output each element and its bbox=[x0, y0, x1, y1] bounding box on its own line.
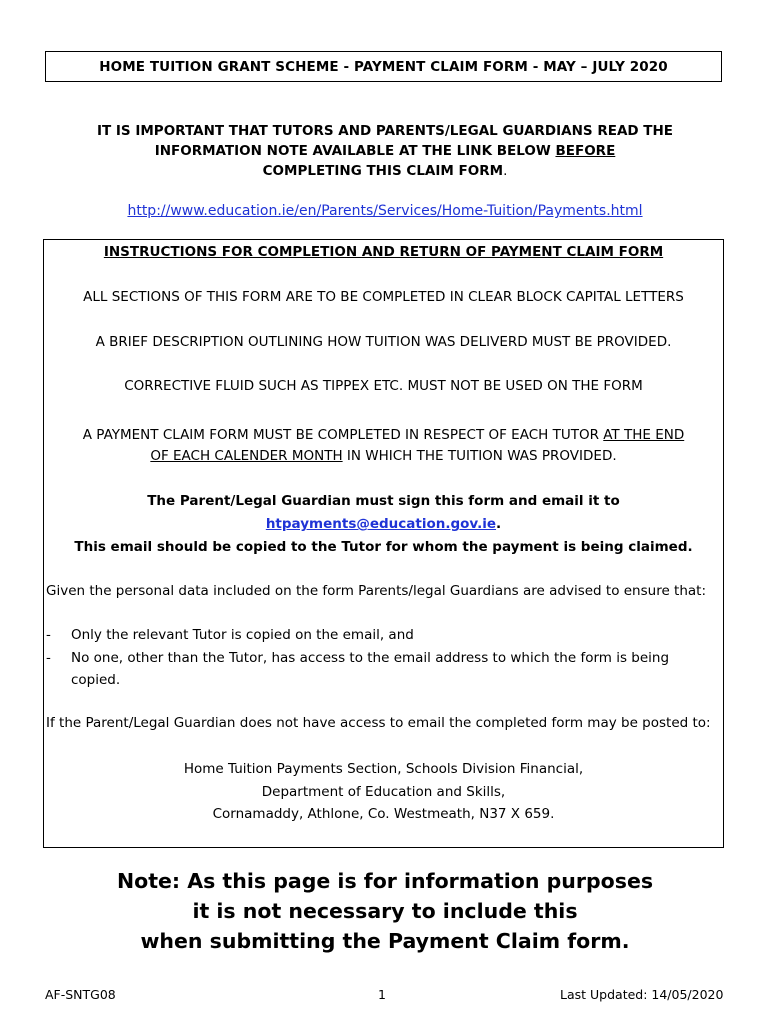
important-line-2-text: INFORMATION NOTE AVAILABLE AT THE LINK BELOW bbox=[154, 143, 556, 159]
information-note bbox=[45, 866, 725, 956]
important-line-1: IT IS IMPORTANT THAT TUTORS AND PARENTS/LEGAL GUARDIANS READ THE bbox=[96, 123, 674, 139]
instruction-each-tutor-end: IN WHICH THE TUITION WAS PROVIDED. bbox=[342, 448, 617, 464]
end-of-month-emphasis-1: AT THE END bbox=[603, 427, 685, 443]
instructions-box bbox=[43, 239, 724, 848]
postal-alternative: If the Parent/Legal Guardian does not have access to email the completed form may be posted to: bbox=[46, 715, 711, 731]
instructions-heading: INSTRUCTIONS FOR COMPLETION AND RETURN OF PAYMENT CLAIM FORM bbox=[103, 244, 664, 260]
important-line-3 bbox=[60, 161, 710, 181]
important-line-2 bbox=[60, 141, 710, 161]
last-updated: Last Updated: 14/05/2020 bbox=[560, 987, 724, 1002]
important-notice bbox=[60, 121, 710, 181]
parent-email-line-3: This email should be copied to the Tutor for whom the payment is being claimed. bbox=[74, 539, 693, 555]
address-line-3: Cornamaddy, Athlone, Co. Westmeath, N37 X 659. bbox=[212, 806, 555, 822]
parent-email-dot: . bbox=[496, 516, 502, 532]
address-line-2: Department of Education and Skills, bbox=[261, 783, 506, 800]
end-of-month-emphasis-2: OF EACH CALENDER MONTH bbox=[150, 448, 343, 464]
list-item bbox=[46, 624, 721, 647]
parent-email-line-2 bbox=[44, 513, 723, 536]
payments-info-link[interactable]: http://www.education.ie/en/Parents/Services/Home-Tuition/Payments.html bbox=[127, 203, 643, 219]
note-line-3: when submitting the Payment Claim form. bbox=[140, 929, 630, 953]
list-item bbox=[46, 647, 721, 692]
before-emphasis: BEFORE bbox=[555, 143, 616, 159]
important-line-3-text: COMPLETING THIS CLAIM FORM bbox=[262, 163, 504, 179]
htpayments-email-link[interactable]: htpayments@education.gov.ie bbox=[265, 516, 497, 532]
dash-bullet: - bbox=[46, 649, 51, 666]
note-line-1: Note: As this page is for information purposes bbox=[116, 869, 654, 893]
parent-email-instruction bbox=[44, 490, 723, 559]
instruction-description: A BRIEF DESCRIPTION OUTLINING HOW TUITION WAS DELIVERD MUST BE PROVIDED. bbox=[95, 334, 672, 350]
page-number: 1 bbox=[378, 987, 386, 1002]
parent-email-line-1: The Parent/Legal Guardian must sign this form and email it to bbox=[147, 493, 620, 509]
instruction-no-tippex: CORRECTIVE FLUID SUCH AS TIPPEX ETC. MUST NOT BE USED ON THE FORM bbox=[124, 378, 643, 394]
instruction-each-tutor-text: A PAYMENT CLAIM FORM MUST BE COMPLETED IN RESPECT OF EACH TUTOR bbox=[82, 427, 604, 443]
dash-bullet: - bbox=[46, 627, 51, 643]
postal-address bbox=[44, 758, 723, 826]
list-item-text: No one, other than the Tutor, has access to the email address to which the form is being copied. bbox=[71, 649, 670, 688]
list-item-text: Only the relevant Tutor is copied on the email, and bbox=[71, 627, 414, 643]
important-line-3-dot: . bbox=[503, 163, 508, 179]
form-title: HOME TUITION GRANT SCHEME - PAYMENT CLAIM FORM - MAY – JULY 2020 bbox=[99, 58, 668, 75]
advice-list bbox=[46, 624, 721, 692]
form-title-box bbox=[45, 51, 722, 82]
instruction-each-tutor bbox=[44, 425, 723, 467]
instruction-block-capitals: ALL SECTIONS OF THIS FORM ARE TO BE COMPLETED IN CLEAR BLOCK CAPITAL LETTERS bbox=[83, 289, 684, 305]
note-line-2: it is not necessary to include this bbox=[192, 899, 578, 923]
form-code: AF-SNTG08 bbox=[45, 987, 116, 1002]
personal-data-advice: Given the personal data included on the form Parents/legal Guardians are advised to ensure that: bbox=[46, 583, 707, 599]
address-line-1: Home Tuition Payments Section, Schools Division Financial, bbox=[183, 761, 584, 777]
